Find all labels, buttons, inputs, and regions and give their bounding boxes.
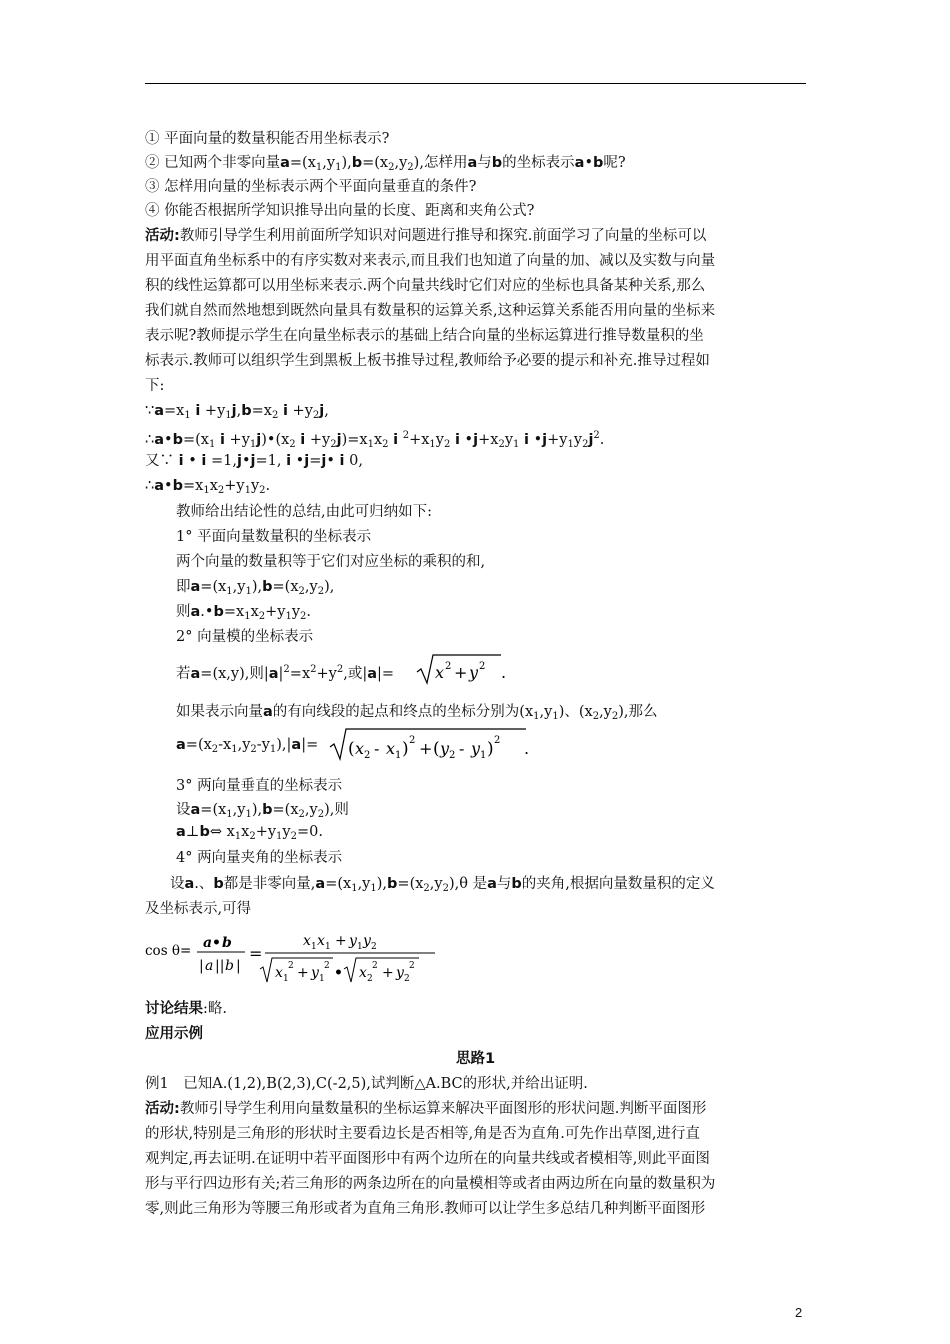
derivation-line-1: $\because a=x_1$ $i +y_1j,b=x_2$ $i +y_2j$, [145, 403, 329, 421]
svg-text:x: x [303, 933, 311, 949]
section-2-text: 如果表示向量a的有向线段的起点和终点的坐标分别为$(x_1,y_1)$、$(x_2,y_2)$,那么 [176, 704, 658, 722]
discussion-result: 讨论结果:略. [145, 1001, 227, 1017]
svg-text:cos θ=: cos θ= [145, 943, 192, 959]
activity-paragraph-line: 标表示.教师可以组织学生到黑板上板书推导过程,教师给予必要的提示和补充.推导过程如 [145, 353, 710, 369]
activity2-paragraph-line: 形与平行四边形有关;若三角形的两条边所在的向量模相等或者由两边所在向量的数量积为 [145, 1176, 716, 1192]
svg-text:+: + [382, 965, 394, 981]
svg-text:2: 2 [409, 961, 415, 971]
svg-text:•: • [334, 965, 343, 981]
application-heading: 应用示例 [145, 1026, 203, 1042]
svg-text:+: + [335, 933, 347, 949]
svg-text:•: • [212, 935, 221, 951]
svg-text:(: ( [433, 739, 440, 759]
activity-paragraph-line: 下: [145, 378, 165, 394]
svg-text:a: a [205, 958, 214, 974]
svg-text:x: x [386, 739, 396, 758]
svg-text:y: y [349, 933, 357, 949]
svg-text:2: 2 [409, 735, 416, 746]
svg-text:-: - [374, 739, 380, 758]
svg-text:=: = [249, 944, 263, 963]
question-3: ③ 怎样用向量的坐标表示两个平面向量垂直的条件? [145, 179, 477, 195]
svg-text:y: y [396, 965, 404, 981]
svg-text:y: y [471, 739, 481, 758]
svg-text:2: 2 [288, 961, 294, 971]
svg-text:2: 2 [494, 735, 501, 746]
svg-text:2: 2 [364, 750, 371, 761]
section-1-title: 1° 平面向量数量积的坐标表示 [176, 529, 372, 545]
activity2-paragraph-line: 的形状,特别是三角形的形状时主要看边长是否相等,角是否为直角.可先作出草图,进行直 [145, 1126, 700, 1142]
question-2: ② 已知两个非零向量$a=(x_1,y_1),b=(x_2,y_2)$,怎样用a与b的坐标表示a•b呢? [145, 155, 626, 173]
activity-paragraph-line: 表示呢?教师提示学生在向量坐标表示的基础上结合向量的坐标运算进行推导数量积的坐 [145, 328, 704, 344]
svg-text:2: 2 [479, 661, 486, 672]
section-2-title: 2° 向量模的坐标表示 [176, 629, 314, 645]
svg-text:b: b [225, 958, 234, 974]
svg-text:1: 1 [283, 974, 289, 984]
conclusion-intro: 教师给出结论性的总结,由此可归纳如下: [176, 504, 432, 520]
svg-text:|: | [199, 958, 204, 974]
svg-text:y: y [363, 933, 371, 949]
svg-text:x: x [359, 965, 367, 981]
svg-text:x: x [275, 965, 283, 981]
section-4-text-2: 及坐标表示,可得 [145, 901, 252, 917]
svg-text:2: 2 [445, 661, 452, 672]
section-2-distance-formula: $a=(x_2-x_1,y_2-y_1),|a|=$ [176, 737, 319, 755]
activity2-paragraph-line: 观判定,再去证明.在证明中若平面图形中有两个边所在的向量共线或者模相等,则此平面图 [145, 1151, 710, 1167]
svg-text:2: 2 [404, 974, 410, 984]
activity2-paragraph-line: 活动:教师引导学生利用向量数量积的坐标运算来解决平面图形的形状问题.判断平面图形 [145, 1101, 707, 1117]
activity2-paragraph-line: 零,则此三角形为等腰三角形或者为直角三角形.教师可以让学生多总结几种判断平面图形 [145, 1201, 706, 1217]
header-rule [145, 83, 806, 84]
section-2-modulus-formula: 若a=(x,y),则$|a|^2=x^2+y^2$,或|a|= [176, 664, 395, 682]
svg-text:2: 2 [372, 961, 378, 971]
svg-text:y: y [440, 739, 450, 758]
section-4-title: 4° 两向量夹角的坐标表示 [176, 850, 343, 866]
svg-text:): ) [402, 739, 409, 759]
activity-paragraph-line: 积的线性运算都可以用坐标来表示.两个向量共线时它们对应的坐标也具备某种关系,那么 [145, 278, 706, 294]
derivation-line-3: 又∵ i • i =1,j•j=1, i •j=j• i 0, [145, 453, 363, 469]
question-4: ④ 你能否根据所学知识推导出向量的长度、距离和夹角公式? [145, 203, 535, 219]
derivation-line-4: $\therefore a•b=x_1x_2+y_1y_2$. [145, 478, 271, 496]
idea-heading: 思路1 [455, 1051, 496, 1067]
svg-text:1: 1 [319, 974, 325, 984]
section-3-formula-b: a⊥b⇔ $x_1x_2+y_1y_2=0$. [176, 824, 323, 842]
section-1-text: 两个向量的数量积等于它们对应坐标的乘积的和, [176, 554, 486, 570]
section-3-formula-a: 设$a=(x_1,y_1),b=(x_2,y_2)$,则 [176, 802, 349, 820]
svg-text:): ) [487, 739, 494, 759]
svg-text:||: || [215, 958, 225, 974]
svg-text:y: y [469, 663, 479, 682]
section-1-formula-a: 即$a=(x_1,y_1),b=(x_2,y_2)$, [176, 579, 335, 597]
svg-text:x: x [355, 739, 365, 758]
cos-angle-formula [145, 925, 445, 990]
svg-text:b: b [222, 935, 232, 951]
svg-text:1: 1 [311, 942, 317, 952]
derivation-line-2: $\therefore a•b=(x_1$ $i +y_1j)•(x_2$ $i +y_2j)=x_1x_2$ i $^2+x_1y_2$ i $•j+x_2y_1$ i $•j+y_1y_2j^2$. [145, 430, 605, 450]
sqrt-x2-y2-formula [415, 652, 505, 686]
activity-label: 活动: [145, 228, 180, 244]
activity-paragraph-line: 活动:教师引导学生利用前面所学知识对问题进行推导和探究.前面学习了向量的坐标可以 [145, 228, 707, 244]
svg-text:|: | [236, 958, 241, 974]
svg-text:2: 2 [367, 974, 373, 984]
svg-text:1: 1 [325, 942, 331, 952]
section-1-formula-b: 则$a.•b=x_1x_2+y_1y_2$. [176, 604, 312, 622]
svg-text:(: ( [348, 739, 355, 759]
svg-text:y: y [311, 965, 319, 981]
section-3-title: 3° 两向量垂直的坐标表示 [176, 778, 343, 794]
question-1: ① 平面向量的数量积能否用坐标表示? [145, 131, 390, 147]
svg-text:x: x [435, 663, 445, 682]
svg-text:.: . [501, 663, 507, 682]
svg-text:2: 2 [324, 961, 330, 971]
svg-text:x: x [317, 933, 325, 949]
svg-text:1: 1 [357, 942, 363, 952]
section-4-text-1: 设a.、b都是非零向量$,a=(x_1,y_1),b=(x_2,y_2),\theta$ 是a与b的夹角,根据向量数量积的定义 [170, 876, 715, 894]
svg-text:1: 1 [395, 750, 402, 761]
activity-paragraph-line: 用平面直角坐标系中的有序实数对来表示,而且我们也知道了向量的加、减以及实数与向量 [145, 253, 716, 269]
svg-text:2: 2 [449, 750, 456, 761]
svg-text:+: + [297, 965, 309, 981]
svg-text:1: 1 [480, 750, 487, 761]
svg-text:.: . [524, 739, 530, 758]
svg-text:-: - [459, 739, 465, 758]
distance-sqrt-formula [328, 726, 538, 762]
svg-text:+: + [419, 739, 433, 758]
page-number: 2 [795, 1305, 803, 1320]
activity-paragraph-line: 我们就自然而然地想到既然向量具有数量积的运算关系,这种运算关系能否用向量的坐标来 [145, 303, 716, 319]
example-1: 例1 已知A.(1,2),B(2,3),C(-2,5),试判断△A.BC的形状,并给出证明. [145, 1076, 588, 1092]
svg-text:2: 2 [371, 942, 377, 952]
svg-text:+: + [454, 663, 468, 682]
svg-text:a: a [203, 935, 213, 951]
activity2-label: 活动: [145, 1101, 180, 1117]
